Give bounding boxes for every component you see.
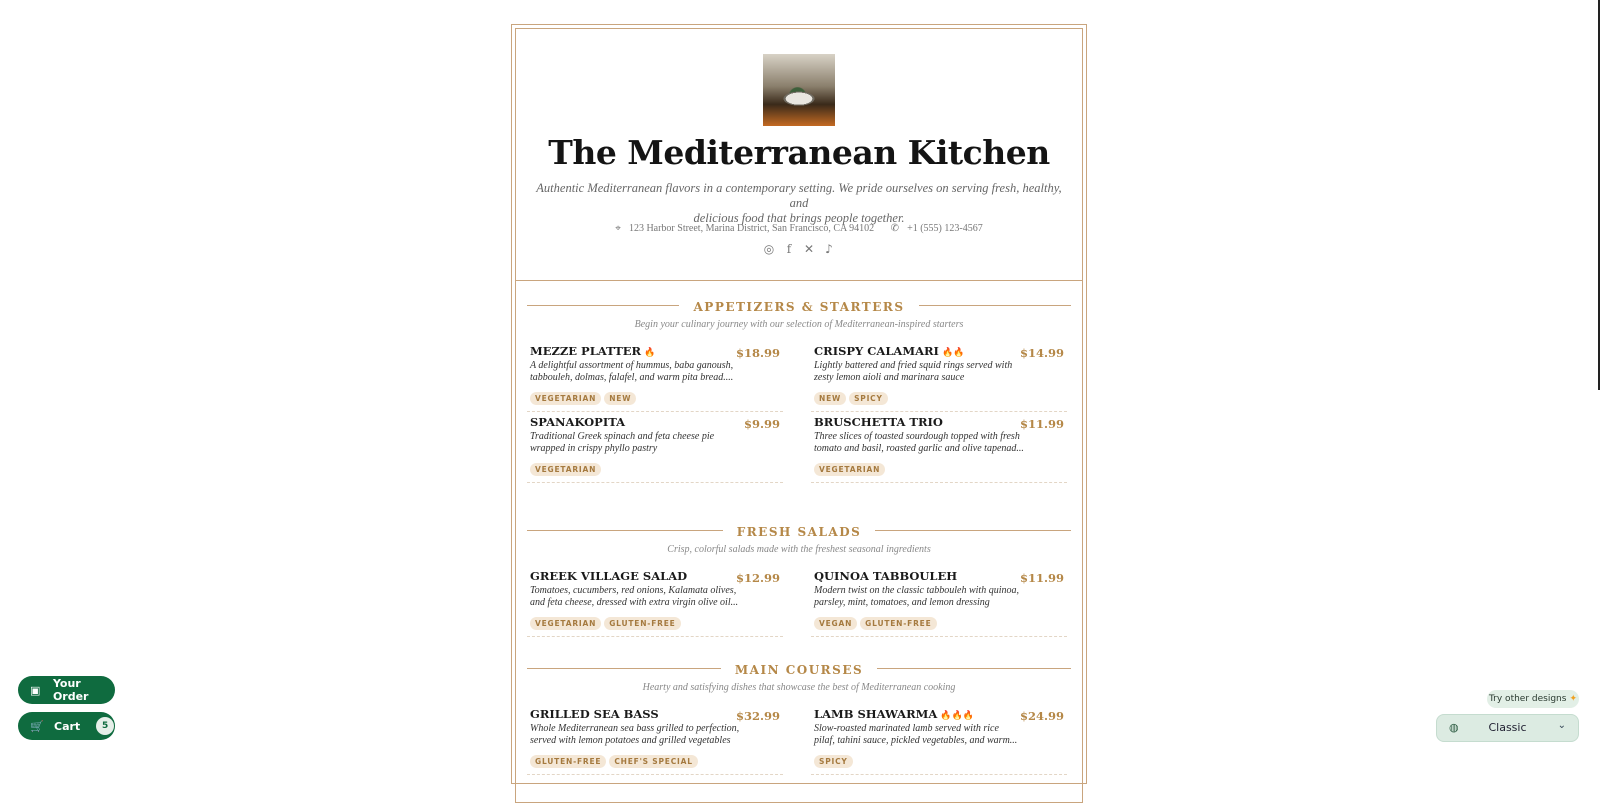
- menu-item-lamb-shawarma[interactable]: [811, 707, 1067, 775]
- tag-badge: VEGETARIAN: [530, 463, 601, 476]
- menu-item-bruschetta-trio[interactable]: [811, 415, 1067, 483]
- section-title: MAIN COURSES: [721, 663, 877, 677]
- spicy-flame-icon: 🔥: [644, 348, 656, 358]
- item-name: MEZZE PLATTER: [530, 344, 642, 358]
- item-description: A delightful assortment of hummus, baba ganoush, tabbouleh, dolmas, falafel, and warm pita bread....: [530, 360, 734, 383]
- divider: [873, 530, 1071, 531]
- tag-badge: GLUTEN-FREE: [530, 755, 606, 768]
- section-header: [516, 521, 1082, 541]
- cart-button[interactable]: [18, 712, 115, 740]
- item-description: Traditional Greek spinach and feta cheese pie wrapped in crispy phyllo pastry: [530, 431, 715, 454]
- item-name: LAMB SHAWARMA: [814, 707, 938, 721]
- your-order-button[interactable]: [18, 676, 115, 704]
- item-grid: [516, 344, 1082, 506]
- sparkle-icon: ✦: [1569, 694, 1577, 704]
- menu-item-quinoa-tabbouleh[interactable]: [811, 569, 1067, 637]
- phone-icon: ✆: [890, 223, 900, 234]
- facebook-icon[interactable]: f: [786, 242, 792, 256]
- item-price: $14.99: [1019, 346, 1064, 360]
- phone-number[interactable]: +1 (555) 123-4567: [907, 223, 983, 234]
- menu-header: [516, 29, 1082, 281]
- shopping-bag-icon: ▣: [30, 683, 41, 697]
- item-name: BRUSCHETTA TRIO: [814, 415, 943, 429]
- item-tags: [530, 386, 639, 405]
- try-other-designs-link[interactable]: [1487, 690, 1579, 708]
- tag-badge: GLUTEN-FREE: [604, 617, 680, 630]
- tag-badge: VEGAN: [814, 617, 857, 630]
- cart-count-badge: 5: [96, 717, 114, 735]
- try-other-designs-label: Try other designs: [1489, 694, 1567, 704]
- item-name: GRILLED SEA BASS: [530, 707, 659, 721]
- tag-badge: VEGETARIAN: [530, 392, 601, 405]
- item-tags: [530, 457, 604, 476]
- item-tags: [814, 611, 940, 630]
- theme-select[interactable]: [1436, 714, 1579, 742]
- section-subtitle: Hearty and satisfying dishes that showcase the best of Mediterranean cooking: [642, 682, 956, 693]
- tag-badge: VEGETARIAN: [530, 617, 601, 630]
- item-price: $32.99: [735, 709, 780, 723]
- menu-inner-border: [515, 28, 1083, 803]
- chevron-down-icon: ⌄: [1557, 720, 1566, 731]
- section-main-courses: [516, 659, 1082, 777]
- item-price: $11.99: [1019, 417, 1064, 431]
- section-salads: [516, 521, 1082, 639]
- section-title: APPETIZERS & STARTERS: [679, 300, 918, 314]
- menu-item-spanakopita[interactable]: [527, 415, 783, 483]
- tiktok-icon[interactable]: ♪: [825, 242, 833, 256]
- item-description: Three slices of toasted sourdough topped with fresh tomato and basil, roasted garlic and olive tapenad...: [814, 431, 1024, 454]
- divider: [873, 668, 1071, 669]
- divider: [527, 305, 685, 306]
- item-description: Tomatoes, cucumbers, red onions, Kalamata olives, and feta cheese, dressed with extra virgin olive oil...: [530, 585, 739, 608]
- section-title: FRESH SALADS: [723, 525, 876, 539]
- address[interactable]: 123 Harbor Street, Marina District, San Francisco, CA 94102: [628, 223, 875, 234]
- item-description: Lightly battered and fried squid rings served with zesty lemon aioli and marinara sauce: [814, 360, 1013, 383]
- tag-badge: SPICY: [849, 392, 888, 405]
- section-subtitle: Begin your culinary journey with our selection of Mediterranean-inspired starters: [634, 319, 964, 330]
- location-pin-icon: ⌖: [615, 223, 621, 234]
- your-order-label: Your Order: [52, 677, 89, 703]
- tag-badge: NEW: [604, 392, 636, 405]
- item-tags: [530, 611, 684, 630]
- spicy-flame-icon: 🔥🔥🔥: [940, 711, 974, 721]
- item-tags: [814, 386, 891, 405]
- divider: [527, 668, 725, 669]
- item-description: Slow-roasted marinated lamb served with rice pilaf, tahini sauce, pickled vegetables, and warm...: [814, 723, 1018, 746]
- instagram-icon[interactable]: ◎: [763, 242, 775, 256]
- tag-badge: NEW: [814, 392, 846, 405]
- section-header: [516, 296, 1082, 316]
- menu-item-crispy-calamari[interactable]: [811, 344, 1067, 412]
- social-links: [516, 242, 1082, 256]
- section-appetizers: [516, 296, 1082, 506]
- item-price: $11.99: [1019, 571, 1064, 585]
- menu-card: [511, 24, 1087, 784]
- menu-item-mezze-platter[interactable]: [527, 344, 783, 412]
- tag-badge: GLUTEN-FREE: [860, 617, 936, 630]
- divider: [527, 530, 725, 531]
- spicy-flame-icon: 🔥🔥: [941, 348, 965, 358]
- item-name: SPANAKOPITA: [530, 415, 626, 429]
- tag-badge: SPICY: [814, 755, 853, 768]
- item-price: $18.99: [735, 346, 780, 360]
- item-price: $9.99: [743, 417, 780, 431]
- theme-selected-value: Classic: [1488, 721, 1527, 734]
- item-name: CRISPY CALAMARI: [814, 344, 939, 358]
- section-header: [516, 659, 1082, 679]
- restaurant-tagline: Authentic Mediterranean flavors in a contemporary setting. We pride ourselves on serving fresh, healthy, and delicious food that brings people together.: [536, 181, 1062, 225]
- item-description: Modern twist on the classic tabbouleh with quinoa, parsley, mint, tomatoes, and lemon dressing: [814, 585, 1019, 608]
- section-subtitle: Crisp, colorful salads made with the freshest seasonal ingredients: [667, 544, 931, 555]
- tag-badge: CHEF'S SPECIAL: [609, 755, 697, 768]
- item-grid: [516, 569, 1082, 639]
- divider: [913, 305, 1071, 306]
- item-name: GREEK VILLAGE SALAD: [530, 569, 688, 583]
- restaurant-logo: [763, 54, 835, 126]
- item-name: QUINOA TABBOULEH: [814, 569, 958, 583]
- palette-icon: ◍: [1449, 721, 1459, 734]
- item-price: $12.99: [735, 571, 780, 585]
- item-tags: [814, 457, 888, 476]
- cart-label: Cart: [54, 719, 81, 733]
- item-description: Whole Mediterranean sea bass grilled to perfection, served with lemon potatoes and grilled vegetables: [530, 723, 740, 746]
- tag-badge: VEGETARIAN: [814, 463, 885, 476]
- menu-item-grilled-sea-bass[interactable]: [527, 707, 783, 775]
- item-grid: [516, 707, 1082, 777]
- contact-info: [516, 223, 1082, 234]
- menu-item-greek-village-salad[interactable]: [527, 569, 783, 637]
- cart-icon: 🛒: [30, 719, 44, 733]
- x-icon[interactable]: ✕: [803, 242, 815, 256]
- item-price: $24.99: [1019, 709, 1064, 723]
- restaurant-title: The Mediterranean Kitchen: [548, 133, 1050, 172]
